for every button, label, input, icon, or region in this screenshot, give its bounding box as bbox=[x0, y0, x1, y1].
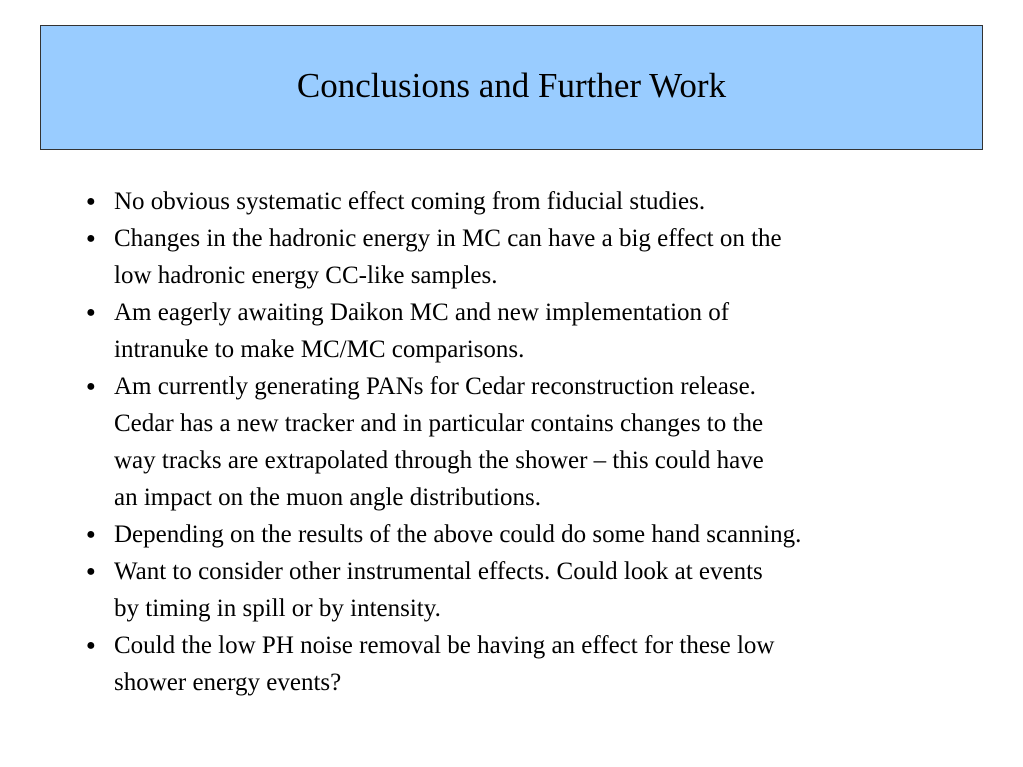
bullet-item bbox=[86, 294, 1006, 368]
bullet-list bbox=[86, 183, 1006, 701]
bullet-dot-icon: ● bbox=[86, 378, 96, 395]
bullet-dot-icon: ● bbox=[86, 637, 96, 654]
bullet-item bbox=[86, 220, 1006, 294]
bullet-text-line: way tracks are extrapolated through the shower – this could have bbox=[114, 447, 764, 474]
bullet-item bbox=[86, 368, 1006, 516]
bullet-item bbox=[86, 516, 1006, 553]
bullet-text-line: low hadronic energy CC-like samples. bbox=[114, 262, 498, 289]
bullet-text-line: Cedar has a new tracker and in particular contains changes to the bbox=[114, 410, 764, 437]
bullet-item bbox=[86, 553, 1006, 627]
bullet-dot-icon: ● bbox=[86, 563, 96, 580]
bullet-text-line: Depending on the results of the above could do some hand scanning. bbox=[114, 521, 802, 548]
bullet-text-line: Want to consider other instrumental effects. Could look at events bbox=[114, 558, 763, 585]
slide-title: Conclusions and Further Work bbox=[296, 66, 727, 105]
bullet-dot-icon: ● bbox=[86, 193, 96, 210]
bullet-text-line: by timing in spill or by intensity. bbox=[114, 595, 441, 622]
bullet-text-line: intranuke to make MC/MC comparisons. bbox=[114, 336, 525, 363]
bullet-text-line: Changes in the hadronic energy in MC can have a big effect on the bbox=[114, 225, 782, 252]
bullet-dot-icon: ● bbox=[86, 230, 96, 247]
bullet-text-line: Am eagerly awaiting Daikon MC and new implementation of bbox=[114, 299, 730, 326]
bullet-dot-icon: ● bbox=[86, 526, 96, 543]
bullet-text-line: Am currently generating PANs for Cedar reconstruction release. bbox=[114, 373, 756, 400]
bullet-text-line: an impact on the muon angle distributions. bbox=[114, 484, 542, 511]
bullet-dot-icon: ● bbox=[86, 304, 96, 321]
title-banner bbox=[40, 25, 983, 150]
bullet-text-line: Could the low PH noise removal be having an effect for these low bbox=[114, 632, 775, 659]
bullet-item bbox=[86, 627, 1006, 701]
bullet-item bbox=[86, 183, 1006, 220]
bullet-text-line: No obvious systematic effect coming from fiducial studies. bbox=[114, 188, 706, 215]
bullet-text-line: shower energy events? bbox=[114, 669, 342, 696]
